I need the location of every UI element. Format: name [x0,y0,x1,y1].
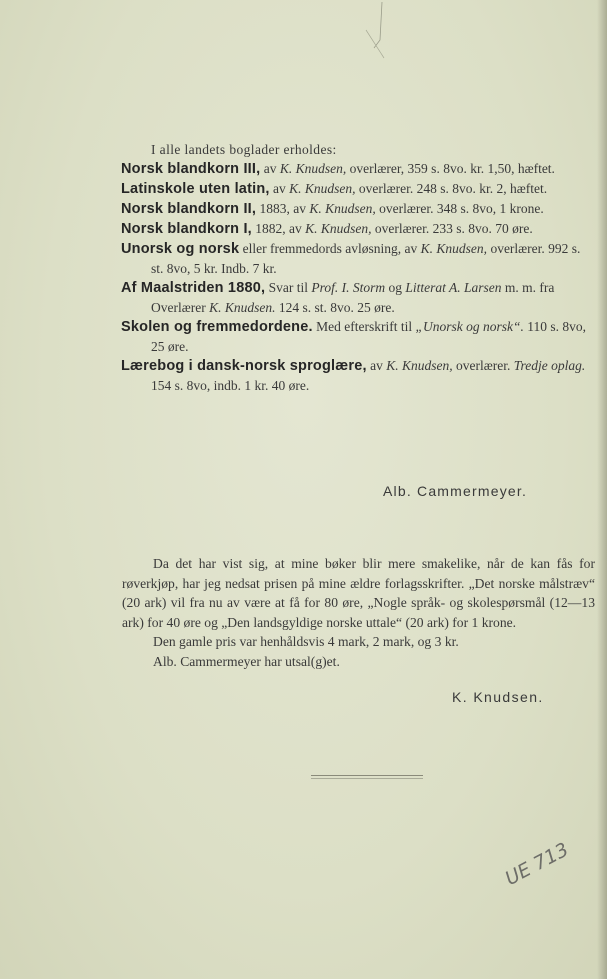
book-title: Norsk blandkorn II, [121,201,257,217]
book-text: 1882, av [251,221,306,236]
book-author: K. Knudsen. [209,300,276,315]
book-details: overlærer. 248 s. 8vo. kr. 2, hæftet. [355,181,548,196]
book-text: Med efterskrift til [312,319,416,334]
notice-paragraph: Da det har vist sig, at mine bøker blir mere smakelike, når de kan fås for røverkjøp, har jeg nedsat prisen på mine ældre forlagsskrifter. „Det norske målstræv“ (20 ark) vil fra nu av være at få for 80 øre, „Nogle språk- og skolespørsmål (12—13 ark) for 40 øre og „Den landsgyldige norske uttale“ (20 ark) for 1 krone. [122,556,595,630]
book-details: overlærer. 233 s. 8vo. 70 øre. [371,221,533,236]
pencil-stroke-mark [360,0,400,70]
book-text: m. m. fra Overlærer [151,280,555,315]
book-text: av [260,161,280,176]
book-entry [121,239,591,278]
notice-paragraph: Den gamle pris var henhåldsvis 4 mark, 2 mark, og 3 kr. [153,634,459,650]
book-details: 124 s. st. 8vo. 25 øre. [275,300,395,315]
book-author: K. Knudsen, [420,241,488,256]
book-title: Skolen og fremmedordene. [121,319,313,335]
book-entry [121,278,591,317]
book-entry [121,356,591,395]
book-details: overlærer. 992 s. st. 8vo, 5 kr. Indb. 7 kr. [151,241,581,276]
book-entry [121,179,591,199]
book-title: Af Maalstriden 1880, [121,280,266,296]
book-details: overlærer, 359 s. 8vo. kr. 1,50, hæftet. [346,161,555,176]
book-details: 154 s. 8vo, indb. 1 kr. 40 øre. [151,378,310,393]
book-title: Latinskole uten latin, [121,181,270,197]
book-author: Tredje oplag. [513,358,586,373]
book-author: K. Knudsen, [305,221,372,236]
book-entry [121,219,591,239]
divider-rule [311,775,423,776]
book-text: 1883, av [256,201,310,216]
book-entry [121,159,591,179]
book-author: „Unorsk og norsk“. [415,319,524,334]
book-text: Svar til [265,280,312,295]
book-entry [121,199,591,219]
publisher-signature: Alb. Cammermeyer. [383,483,528,499]
notice-paragraph: Alb. Cammermeyer har utsal(g)et. [153,653,340,669]
book-details: 110 s. 8vo, 25 øre. [151,319,586,354]
book-details: overlærer. 348 s. 8vo, 1 krone. [375,201,544,216]
book-entry [121,317,591,356]
book-title: Norsk blandkorn I, [121,221,252,237]
book-text: og [385,280,406,295]
book-author: Prof. I. Storm [311,280,386,295]
book-author: K. Knudsen, [279,161,347,176]
book-title: Lærebog i dansk-norsk sproglære, [121,358,367,374]
book-author: K. Knudsen, [386,358,453,373]
intro-line: I alle landets boglader erholdes: [151,142,337,157]
page-edge-shadow [597,0,607,979]
book-text: av [269,181,290,196]
book-text: overlærer. [452,358,514,373]
price-notice [122,554,595,672]
book-author: K. Knudsen, [289,181,356,196]
book-author: K. Knudsen, [309,201,376,216]
book-title: Norsk blandkorn III, [121,161,261,177]
book-title: Unorsk og norsk [121,241,240,257]
book-advertisement-list [121,140,591,395]
author-signature: K. Knudsen. [452,689,544,705]
divider-rule-lower [311,778,423,779]
book-text: eller fremmedords avløsning, av [239,241,421,256]
pencil-shelfmark: UE 713 [501,838,573,890]
book-author: Litterat A. Larsen [405,280,502,295]
book-text: av [366,358,387,373]
